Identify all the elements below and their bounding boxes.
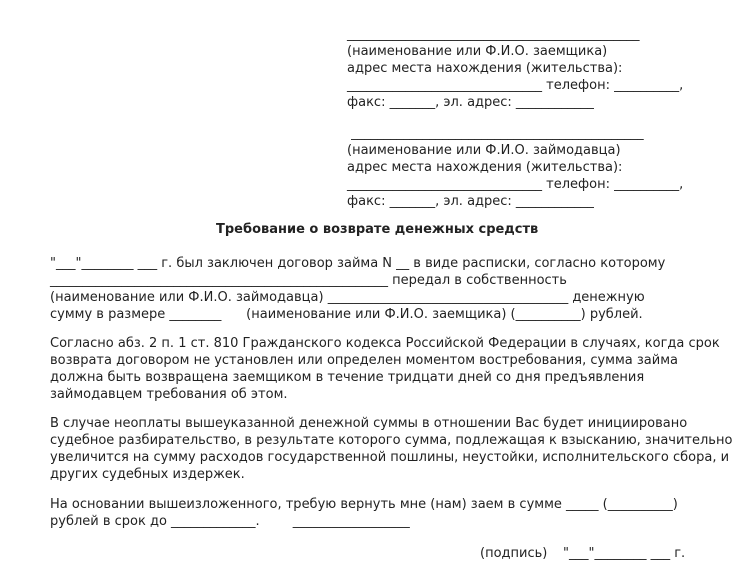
paragraph-line: судебное разбирательство, в результате которого сумма, подлежащая к взысканию, значительно — [50, 433, 733, 448]
paragraph-line: На основании вышеизложенного, требую вернуть мне (нам) заем в сумме _____ (__________) — [50, 497, 678, 512]
lender-name-caption: (наименование или Ф.И.О. займодавца) — [347, 143, 621, 158]
paragraph-line: ____________________________________________________ передал в собственность — [50, 273, 567, 288]
paragraph-line: займодавцем требования об этом. — [50, 387, 288, 402]
paragraph-line: (наименование или Ф.И.О. займодавца) _____________________________________ денежную — [50, 290, 645, 305]
paragraph-line: других судебных издержек. — [50, 467, 245, 482]
paragraph-line: Согласно абз. 2 п. 1 ст. 810 Гражданского кодекса Российской Федерации в случаях, когда срок — [50, 336, 720, 351]
borrower-address-phone-line: ______________________________ телефон: __________, — [347, 78, 684, 93]
paragraph-line: рублей в срок до _____________. __________________ — [50, 514, 410, 529]
paragraph-line: возврата договором не установлен или определен моментом востребования, сумма займа — [50, 353, 678, 368]
lender-name-line: _____________________________________________ — [347, 126, 644, 141]
borrower-address-label: адрес места нахождения (жительства): — [347, 61, 623, 76]
paragraph-line: увеличится на сумму расходов государственной пошлины, неустойки, исполнительского сбора, и — [50, 450, 730, 465]
signature-label: (подпись) — [480, 546, 548, 561]
signature-date: "___"________ ___ г. — [563, 546, 686, 561]
paragraph-line: сумму в размере ________ (наименование или Ф.И.О. заемщика) (__________) рублей. — [50, 307, 643, 322]
paragraph-line: должна быть возвращена заемщиком в течение тридцати дней со дня предъявления — [50, 370, 645, 385]
paragraph-line: В случае неоплаты вышеуказанной денежной суммы в отношении Вас будет инициировано — [50, 416, 688, 431]
document-title: Требование о возврате денежных средств — [216, 222, 539, 237]
paragraph-line: "___"________ ___ г. был заключен договор займа N __ в виде расписки, согласно которому — [50, 256, 666, 271]
borrower-name-line: _____________________________________________ — [347, 27, 640, 42]
lender-fax-email-line: факс: _______, эл. адрес: ____________ — [347, 194, 594, 209]
borrower-name-caption: (наименование или Ф.И.О. заемщика) — [347, 44, 608, 59]
lender-address-phone-line: ______________________________ телефон: __________, — [347, 177, 684, 192]
borrower-fax-email-line: факс: _______, эл. адрес: ____________ — [347, 95, 594, 110]
lender-address-label: адрес места нахождения (жительства): — [347, 160, 623, 175]
